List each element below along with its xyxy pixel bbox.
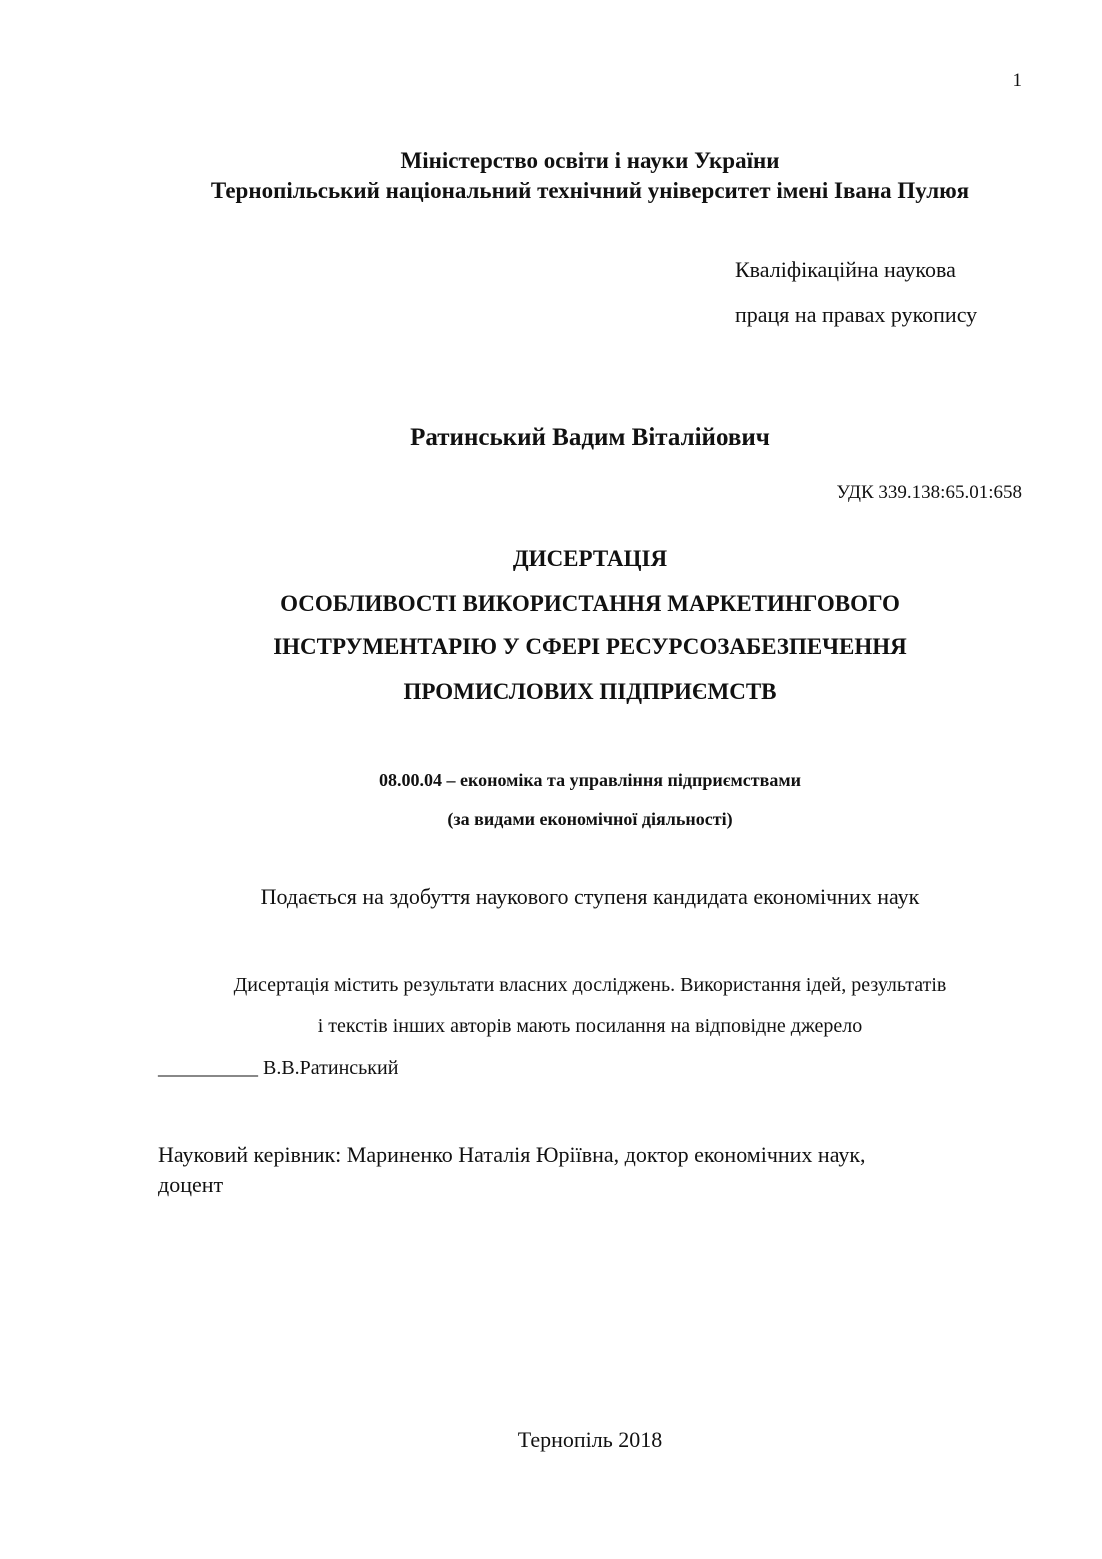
specialty-code: 08.00.04 – економіка та управління підприємствами [379,770,801,790]
document-type: ДИСЕРТАЦІЯ [512,546,668,571]
udk-code: УДК 339.138:65.01:658 [836,482,1022,503]
author-name: Ратинський Вадим Віталійович [410,424,770,451]
ministry-heading: Міністерство освіти і науки України [400,148,780,173]
university-heading: Тернопільський національний технічний університет імені Івана Пулюя [210,178,970,203]
declaration-line-2: і текстів інших авторів мають посилання на відповідне джерело [317,1015,863,1037]
city-year: Тернопіль 2018 [517,1427,663,1452]
degree-statement: Подається на здобуття наукового ступеня кандидата економічних наук [260,884,920,909]
dissertation-title-line-3: ПРОМИСЛОВИХ ПІДПРИЄМСТВ [403,679,777,704]
author-signature: __________ В.В.Ратинський [158,1057,399,1079]
manuscript-status-line-1: Кваліфікаційна наукова [735,257,956,282]
manuscript-status-line-2: праця на правах рукопису [735,302,978,327]
supervisor-line-1: Науковий керівник: Мариненко Наталія Юріївна, доктор економічних наук, [158,1142,866,1167]
specialty-note: (за видами економічної діяльності) [447,809,733,829]
page-number: 1 [1012,70,1022,91]
supervisor-line-2: доцент [158,1172,224,1197]
declaration-line-1: Дисертація містить результати власних досліджень. Використання ідей, результатів [233,974,947,996]
dissertation-title-line-1: ОСОБЛИВОСТІ ВИКОРИСТАННЯ МАРКЕТИНГОВОГО [280,591,900,616]
dissertation-title-line-2: ІНСТРУМЕНТАРІЮ У СФЕРІ РЕСУРСОЗАБЕЗПЕЧЕННЯ [273,634,907,659]
